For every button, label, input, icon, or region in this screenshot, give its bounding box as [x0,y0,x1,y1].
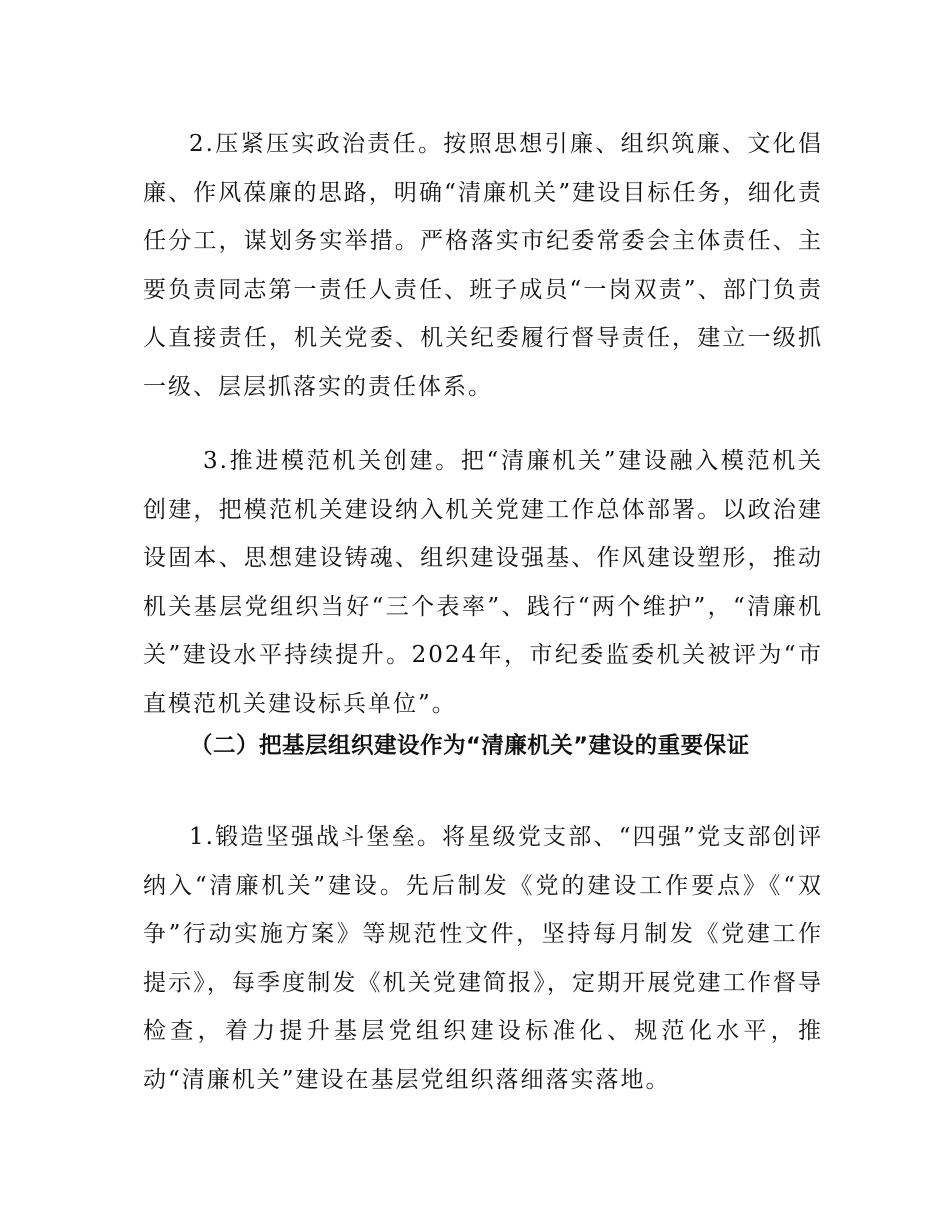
paragraph-combat-fortress: 1.锻造坚强战斗堡垒。将星级党支部、“四强”党支部创评纳入“清廉机关”建设。先后制发《党的建设工作要点》《“双争”行动实施方案》等规范性文件，坚持每月制发《党建工作提示》，每季度制发《机关党建简报》，定期开展党建工作督导检查，着力提升基层党组织建设标准化、规范化水平，推动“清廉机关”建设在基层党组织落细落实落地。 [143,824,823,1093]
paragraph-political-responsibility: 2.压紧压实政治责任。按照思想引廉、组织筑廉、文化倡廉、作风葆廉的思路，明确“清廉机关”建设目标任务，细化责任分工，谋划务实举措。严格落实市纪委常委会主体责任、主要负责同志第一责任人责任、班子成员“一岗双责”、部门负责人直接责任，机关党委、机关纪委履行督导责任，建立一级抓一级、层层抓落实的责任体系。 [143,131,823,400]
section-heading: （二）把基层组织建设作为“清廉机关”建设的重要保证 [190,733,750,759]
paragraph-model-organ-creation: 3.推进模范机关创建。把“清廉机关”建设融入模范机关创建，把模范机关建设纳入机关党建工作总体部署。以政治建设固本、思想建设铸魂、组织建设强基、作风建设塑形，推动机关基层党组织当好“三个表率”、践行“两个维护”，“清廉机关”建设水平持续提升。2024年，市纪委监委机关被评为“市直模范机关建设标兵单位”。 [143,448,823,717]
